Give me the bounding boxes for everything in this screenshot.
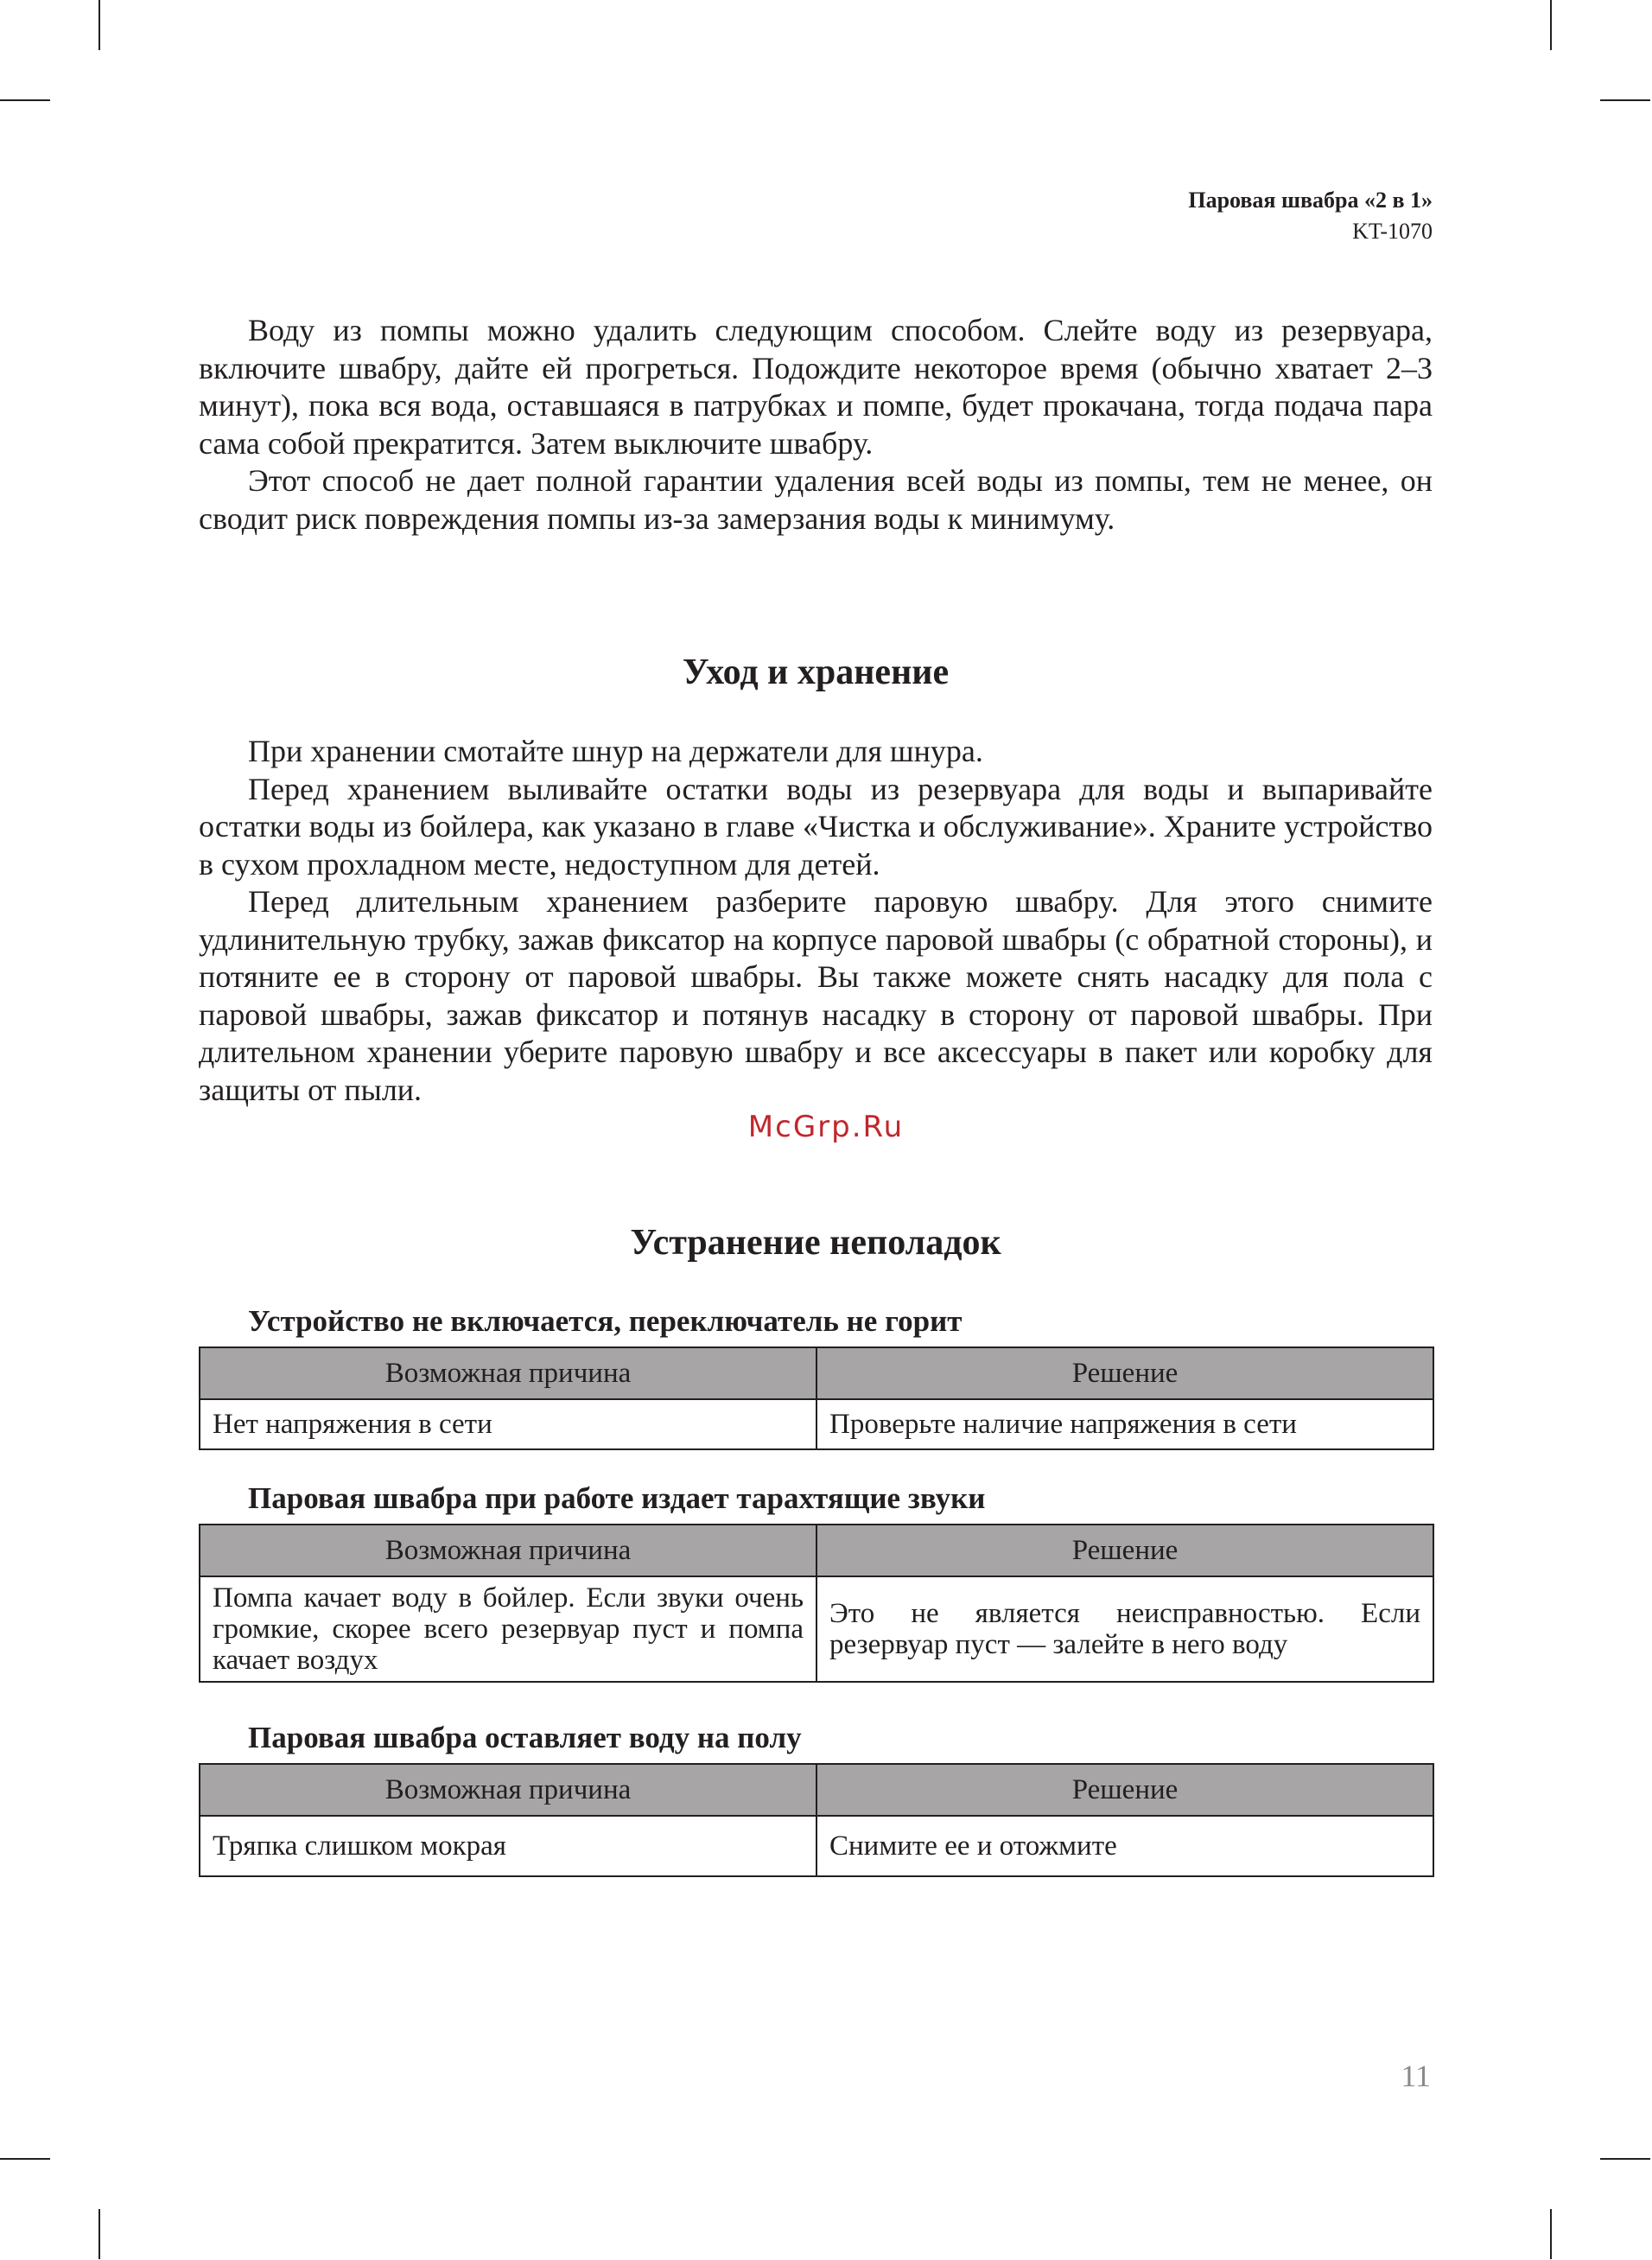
table-row bbox=[200, 1399, 1433, 1449]
crop-mark bbox=[1550, 0, 1552, 50]
problem-title: Паровая швабра оставляет воду на полу bbox=[248, 1721, 802, 1754]
table-header-row bbox=[200, 1347, 1433, 1399]
cause-cell: Тряпка слишком мокрая bbox=[200, 1816, 816, 1876]
problem-title: Устройство не включается, переключатель не горит bbox=[248, 1304, 963, 1338]
crop-mark bbox=[1600, 99, 1650, 101]
cause-cell: Нет напряжения в сети bbox=[200, 1399, 816, 1449]
column-header-cause: Возможная причина bbox=[200, 1525, 816, 1576]
column-header-solution: Решение bbox=[816, 1525, 1433, 1576]
watermark: McGrp.Ru bbox=[747, 1110, 905, 1144]
paragraph: Перед длительным хранением разберите паровую швабру. Для этого снимите удлинительную трубку, зажав фиксатор на корпусе паровой швабры (с обратной стороны), и потяните ее в сторону от паровой швабры. Вы также можете снять насадку для пола с паровой швабры, зажав фиксатор и потянув насадку в сторону от паровой швабры. При длительном хранении уберите паровую швабру и все аксессуары в пакет или коробку для защиты от пыли. bbox=[199, 884, 1433, 1107]
troubleshooting-table bbox=[199, 1763, 1434, 1877]
troubleshooting-table bbox=[199, 1346, 1434, 1450]
running-header bbox=[1188, 185, 1433, 247]
crop-mark bbox=[0, 99, 50, 101]
crop-mark bbox=[1550, 2209, 1552, 2259]
problem-title: Паровая швабра при работе издает тарахтящие звуки bbox=[248, 1481, 986, 1515]
column-header-cause: Возможная причина bbox=[200, 1347, 816, 1399]
crop-mark bbox=[1600, 2158, 1650, 2160]
model-number: KT-1070 bbox=[1352, 219, 1433, 244]
troubleshooting-table bbox=[199, 1524, 1434, 1683]
paragraph: Перед хранением выливайте остатки воды из резервуара для воды и выпаривайте остатки воды из бойлера, как указано в главе «Чистка и обслуживание». Храните устройство в сухом прохладном месте, недоступном для детей. bbox=[199, 771, 1433, 882]
solution-cell: Снимите ее и отожмите bbox=[816, 1816, 1433, 1876]
table-header-row bbox=[200, 1764, 1433, 1816]
crop-mark bbox=[0, 2158, 50, 2160]
solution-cell: Это не является неисправностью. Если резервуар пуст — залейте в него воду bbox=[816, 1576, 1433, 1682]
intro-section bbox=[199, 312, 1433, 538]
table-header-row bbox=[200, 1525, 1433, 1576]
section-title-care: Уход и хранение bbox=[682, 653, 950, 692]
solution-cell: Проверьте наличие напряжения в сети bbox=[816, 1399, 1433, 1449]
column-header-cause: Возможная причина bbox=[200, 1764, 816, 1816]
column-header-solution: Решение bbox=[816, 1347, 1433, 1399]
table-row bbox=[200, 1816, 1433, 1876]
product-title: Паровая швабра «2 в 1» bbox=[1188, 188, 1433, 213]
column-header-solution: Решение bbox=[816, 1764, 1433, 1816]
table-row bbox=[200, 1576, 1433, 1682]
page-number: 11 bbox=[1401, 2059, 1431, 2093]
care-section bbox=[199, 733, 1433, 1109]
cause-cell: Помпа качает воду в бойлер. Если звуки очень громкие, скорее всего резервуар пуст и помпа качает воздух bbox=[200, 1576, 816, 1682]
section-title-troubleshooting: Устранение неполадок bbox=[630, 1223, 1001, 1263]
paragraph: Воду из помпы можно удалить следующим способом. Слейте воду из резервуара, включите швабру, дайте ей прогреться. Подождите некоторое время (обычно хватает 2–3 минут), пока вся вода, оставшаяся в патрубках и помпе, будет прокачана, тогда подача пара сама собой прекратится. Затем выключите швабру. bbox=[199, 313, 1433, 461]
crop-mark bbox=[98, 0, 100, 50]
paragraph: Этот способ не дает полной гарантии удаления всей воды из помпы, тем не менее, он сводит риск повреждения помпы из-за замерзания воды к минимуму. bbox=[199, 463, 1433, 536]
crop-mark bbox=[98, 2209, 100, 2259]
paragraph: При хранении смотайте шнур на держатели для шнура. bbox=[248, 734, 983, 768]
